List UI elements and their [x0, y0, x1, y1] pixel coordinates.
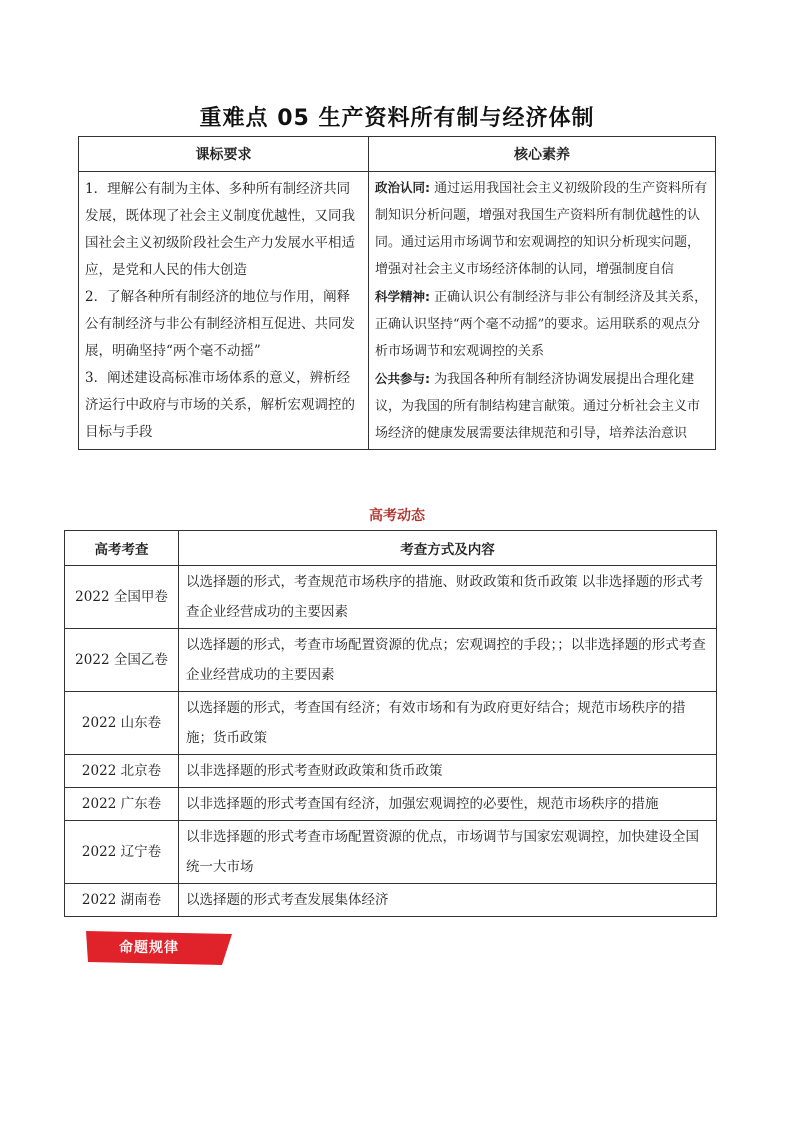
table-row [65, 884, 717, 917]
requirement-item: 1．理解公有制为主体、多种所有制经济共同发展，既体现了社会主义制度优越性，又同我国社会主义初级阶段社会生产力发展水平相适应，是党和人民的伟大创造 [85, 180, 355, 278]
literacy-keyword: 科学精神: [375, 289, 430, 304]
curriculum-table [78, 136, 716, 450]
literacy-keyword: 公共参与: [375, 371, 430, 386]
literacy-text: 为我国各种所有制经济协调发展提出合理化建议，为我国的所有制结构建言献策。通过分析社会主义市场经济的健康发展需要法律规范和引导，培养法治意识 [375, 372, 701, 441]
exam-table [64, 530, 717, 917]
table-row [65, 566, 717, 629]
page-title: 重难点 05 生产资料所有制与经济体制 [199, 106, 595, 131]
exam-content: 以非选择题的形式考查市场配置资源的优点，市场调节与国家宏观调控，加快建设全国统一大市场 [179, 821, 717, 884]
header-requirements: 课标要求 [79, 137, 369, 172]
literacy-text: 通过运用我国社会主义初级阶段的生产资料所有制知识分析问题，增强对我国生产资料所有制优越性的认同。通过运用市场调节和宏观调控的知识分析现实问题，增强对社会主义市场经济体制的认同，增强制度自信 [375, 181, 708, 277]
literacy-text: 正确认识公有制经济与非公有制经济及其关系，正确认识坚持“两个毫不动摇”的要求。运用联系的观点分析市场调节和宏观调控的关系 [375, 290, 708, 359]
requirement-item: 2．了解各种所有制经济的地位与作用，阐释公有制经济与非公有制经济相互促进、共同发展，明确坚持“两个毫不动摇” [85, 288, 355, 359]
exam-year: 2022 全国乙卷 [65, 629, 179, 692]
requirements-cell [79, 172, 369, 450]
literacy-item [375, 174, 709, 283]
header-exam: 高考考查 [65, 531, 179, 566]
curriculum-header-row [79, 137, 716, 172]
table-row [65, 692, 717, 755]
exam-year: 2022 湖南卷 [65, 884, 179, 917]
literacy-item [375, 283, 709, 365]
banner-label: 命题规律 [119, 940, 179, 956]
exam-content: 以选择题的形式，考查规范市场秩序的措施、财政政策和货币政策 以非选择题的形式考查企业经营成功的主要因素 [179, 566, 717, 629]
header-content: 考查方式及内容 [179, 531, 717, 566]
exam-content: 以选择题的形式，考查国有经济；有效市场和有为政府更好结合；规范市场秩序的措施；货币政策 [179, 692, 717, 755]
literacy-cell [369, 172, 716, 450]
exam-content: 以非选择题的形式考查财政政策和货币政策 [179, 755, 717, 788]
exam-year: 2022 北京卷 [65, 755, 179, 788]
exam-header-row [65, 531, 717, 566]
proposition-banner [86, 931, 232, 965]
exam-year: 2022 广东卷 [65, 788, 179, 821]
exam-year: 2022 山东卷 [65, 692, 179, 755]
exam-content: 以非选择题的形式考查国有经济，加强宏观调控的必要性，规范市场秩序的措施 [179, 788, 717, 821]
table-row [65, 821, 717, 884]
table-row [65, 755, 717, 788]
header-literacy: 核心素养 [369, 137, 716, 172]
exam-year: 2022 辽宁卷 [65, 821, 179, 884]
literacy-item [375, 365, 709, 447]
table-row [65, 788, 717, 821]
exam-content: 以选择题的形式，考查市场配置资源的优点；宏观调控的手段；；以非选择题的形式考查企业经营成功的主要因素 [179, 629, 717, 692]
curriculum-body-row [79, 172, 716, 450]
section-title: 高考动态 [369, 508, 425, 524]
literacy-keyword: 政治认同: [375, 180, 430, 195]
exam-year: 2022 全国甲卷 [65, 566, 179, 629]
requirement-item: 3．阐述建设高标准市场体系的意义，辨析经济运行中政府与市场的关系，解析宏观调控的目标与手段 [85, 369, 355, 440]
table-row [65, 629, 717, 692]
exam-content: 以选择题的形式考查发展集体经济 [179, 884, 717, 917]
